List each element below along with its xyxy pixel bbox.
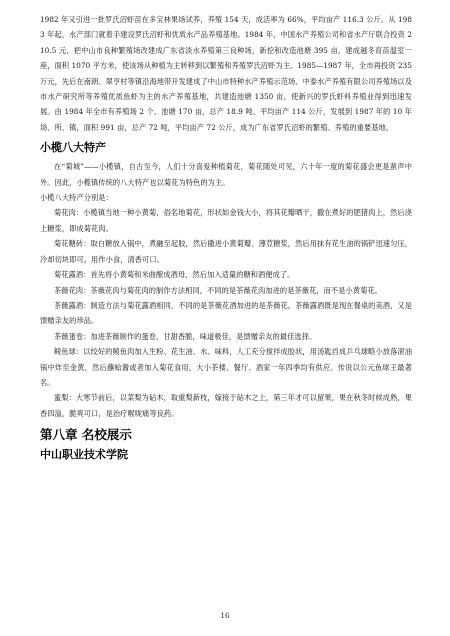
- specialty-item: 茶薇露酒：制造方法与菊花露酒相同，不同的是茶薇花酒加进的是茶薇花。茶薇露酒既是现在餐桌的美酒，又是馈赠亲友的珍品。: [40, 300, 412, 326]
- chapter-heading: 第八章 名校展示: [40, 427, 132, 443]
- specialty-item: 鲮鱼球：以绞好的鲮鱼肉加入生粉、花生油、水、味料，人工充分搅拌成胶状，用汤匙舀成乒乓球略小放落滚油锅中炸至金黄，然后蘸蛤酱或者加入菊花食用，大小茶楼、餐厅、酒家一年四季均有供应。传说以公元鱼球王最著名。: [40, 347, 412, 387]
- specialty-item: 菊花肉：小榄镇当地一种小黄菊，俗名地菊花，形状如金钱大小，将其花瓣晒干，撒在煮好的肥猪肉上，然后浇上糖浆，即成菊花肉。: [40, 208, 412, 233]
- school-heading: 中山职业技术学院: [40, 448, 128, 462]
- specialty-item: 蜜梨：大寒节前后，以菜梨为砧木，取重梨新枝，嫁接于砧木之上，第三年才可以留果，果在秋冬时候成熟，果香四溢，脆爽可口，是治疗喉咙痛等良药。: [40, 393, 412, 418]
- specialty-item: 茶薇花肉：茶薇花肉与菊花肉的制作方法相同，不同的是茶薇花肉加进的是茶薇花，而不是小黄菊花。: [54, 285, 382, 295]
- section-heading: 小榄八大特产: [40, 141, 106, 155]
- body-paragraph: 1982 年又引进一批罗氏沼虾苗在多宝林果场试养，养殖 154 天，成活率为 66%，平均亩产 116.3 公斤。从 1983 年起，水产部门就着手建设罗氏沼虾和优质水产品养殖基地。1984 年，中国水产养殖公司和省水产厅联合投资 210.5 元，把中山市良种繁殖场改建成广东省淡水养殖第三良种场，新挖和改造池塘 395 亩，建成越冬育苗温室一座，面积 1070 平方米，使该场从种植为主转移到以繁殖和养殖罗氏沼虾为主。1985—1987 年，全市再投资 235 万元，先后在南朗、翠亨村等镇沿海地带开发建成了中山市特种水产养殖示范场、中泰水产养殖有限公司养殖场以及市水产研究所等养殖优质鱼虾为主的水产养殖基地，共建造池塘 1350 亩，使新兴的罗氏虾科养殖业得到迅速发展。由 1984 年全市有养殖场 2 个、池塘 170 亩，总产 18.9 吨、平均亩产 114 公斤，发展到 1987 年的 10 年场、所、镇，面积 991 亩，总产 72 吨，平均亩产 72 公斤，成为广东省罗氏沼虾的繁殖、养殖的重要基地。: [40, 15, 412, 132]
- list-intro: 小榄八大特产分别是：: [40, 193, 113, 203]
- specialty-item: 菊花糖砖：取白糖放入锅中，煮融至起胶，然后撒进小黄菊瓣、薄荳糖浆，然后用抹有花生油的锅铲迅速匀压，冷却切块即可。用作小食，清香可口。: [40, 239, 412, 264]
- specialty-item: 菊花露酒：首先将小黄菊和米曲酿成酒母，然后加入适量的糖和酒便成了。: [54, 270, 295, 280]
- specialty-item: 茶薇蛋卷：加进茶薇制作的蛋卷，甘甜香脆，味道极佳，是馈赠亲友的最佳选择。: [54, 331, 317, 341]
- page-number: 16: [220, 612, 230, 620]
- intro-paragraph: 在“菊城”——小榄镇，自古至今，人们十分喜爱种植菊花，菊花随处可见，六十年一度的菊花盛会更是蜚声中外。因此，小榄镇传统的八大特产也以菊花为特色的为主。: [40, 162, 412, 187]
